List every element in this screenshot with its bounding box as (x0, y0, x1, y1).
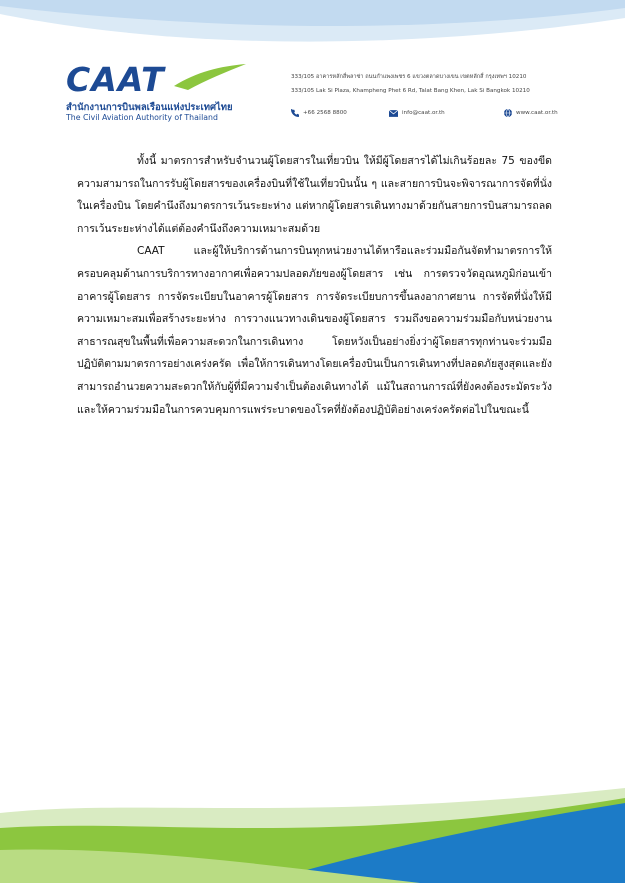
email-address[interactable]: info@caat.or.th (402, 110, 445, 116)
caat-logo (66, 62, 246, 126)
phone-number: +66 2568 8800 (303, 110, 347, 116)
org-name-thai: สำนักงานการบินพลเรือนแห่งประเทศไทย (66, 102, 233, 113)
website-contact[interactable] (504, 108, 558, 118)
contact-row (291, 108, 566, 118)
website-url[interactable]: www.caat.or.th (516, 110, 558, 116)
address-thai: 333/105 อาคารหลักสี่พลาซ่า ถนนกำแพงเพชร 6 แขวงตลาดบางเขน เขตหลักสี่ กรุงเทพฯ 10210 (291, 74, 527, 80)
document-body (77, 150, 552, 421)
phone-icon (291, 109, 299, 117)
address-english: 333/105 Lak Si Plaza, Khampheng Phet 6 Rd, Talat Bang Khen, Lak Si Bangkok 10210 (291, 88, 530, 94)
paragraph-2: CAAT และผู้ให้บริการด้านการบินทุกหน่วยงานได้หารือและร่วมมือกันจัดทำมาตรการให้ครอบคลุมด้านการบริการทางอากาศเพื่อความปลอดภัยของผู้โดยสาร เช่น การตรวจวัดอุณหภูมิก่อนเข้าอาคารผู้โดยสาร การจัดระเบียบในอาคารผู้โดยสาร การจัดระเบียบการขึ้นลงอากาศยาน การจัดที่นั่งให้มีความเหมาะสมเพื่อสร้างระยะห่าง การวางแนวทางเดินของผู้โดยสาร รวมถึงขอความร่วมมือกับหน่วยงานสาธารณสุขในพื้นที่เพื่อความสะดวกในการเดินทาง โดยหวังเป็นอย่างยิ่งว่าผู้โดยสารทุกท่านจะร่วมมือปฏิบัติตามมาตรการอย่างเคร่งครัด เพื่อให้การเดินทางโดยเครื่องบินเป็นการเดินทางที่ปลอดภัยสูงสุดและยังสามารถอำนวยความสะดวกให้กับผู้ที่มีความจำเป็นต้องเดินทางได้ แม้ในสถานการณ์ที่ยังคงต้องระมัดระวังและให้ความร่วมมือในการควบคุมการแพร่ระบาดของโรคที่ยังต้องปฏิบัติอย่างเคร่งครัดต่อไปในขณะนี้ (77, 245, 552, 416)
phone-contact (291, 108, 347, 118)
org-name-english: The Civil Aviation Authority of Thailand (66, 113, 218, 122)
logo-wordmark: CAAT (66, 60, 165, 99)
globe-icon (504, 109, 512, 117)
mail-icon (389, 110, 398, 117)
paragraph-1: ทั้งนี้ มาตรการสำหรับจำนวนผู้โดยสารในเที่ยวบิน ให้มีผู้โดยสารได้ไม่เกินร้อยละ 75 ของขีดความสามารถในการรับผู้โดยสารของเครื่องบินที่ใช้ในเที่ยวบินนั้น ๆ และสายการบินจะพิจารณาการจัดที่นั่งในเครื่องบิน โดยคำนึงถึงมาตรการเว้นระยะห่าง แต่หากผู้โดยสารเดินทางมาด้วยกันสายการบินสามารถลดการเว้นระยะห่างได้แต่ต้องคำนึงถึงความเหมาะสมด้วย (77, 155, 552, 235)
bottom-wave-decoration (0, 778, 625, 883)
email-contact[interactable] (389, 108, 445, 118)
logo-swoosh-icon (166, 62, 246, 92)
contact-block (291, 73, 571, 116)
top-wave-decoration (0, 0, 625, 60)
